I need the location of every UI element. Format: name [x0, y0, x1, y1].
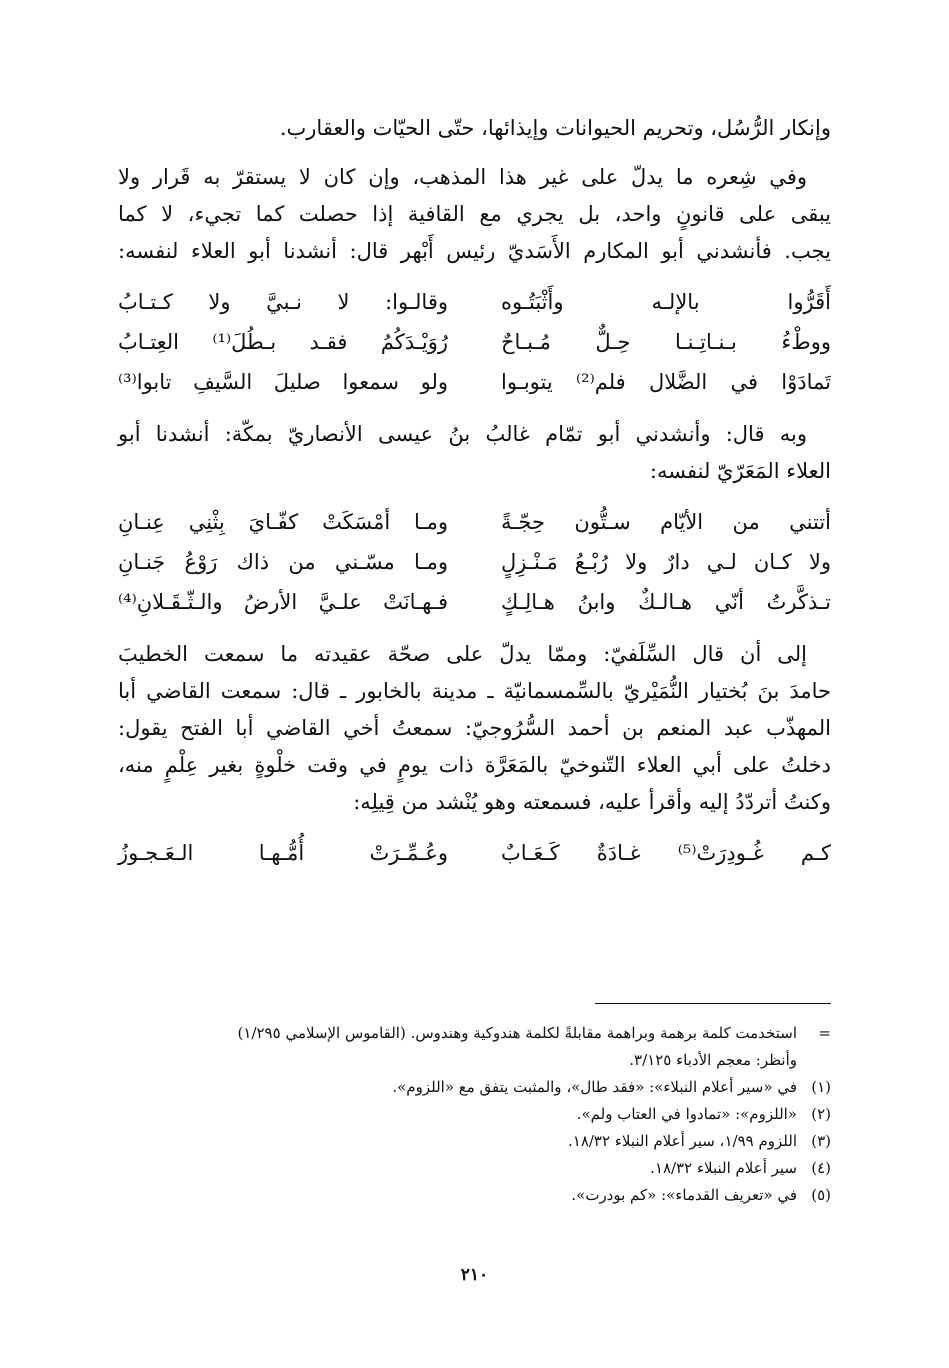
verse-first-hemistich: تـذكَّرتُ أنّي هـالـكٌ وابنُ هـالِـكٍ — [501, 590, 831, 614]
poem-verse — [118, 322, 831, 362]
poem-1 — [118, 282, 831, 402]
footnote-separator — [595, 1003, 831, 1004]
footnote-line: استخدمت كلمة برهمة وبراهمة مقابلةً لكلمة هندوكية وهندوس. (القاموس الإسلامي ١/٢٩٥) — [237, 1024, 797, 1042]
verse-first-hemistich: تَمادَوْا في الضَّلال فلم⁽²⁾ يتوبـوا — [501, 370, 831, 394]
poem-verse — [118, 542, 831, 582]
poem-verse — [118, 582, 831, 622]
footnote — [118, 1074, 831, 1101]
text-line: يجب. فأنشدني أبو المكارم الأَسَديّ رئيس أَبْهر قال: أنشدنا أبو العلاء لنفسه: — [118, 239, 831, 263]
text-line: وبه قال: وأنشدني أبو تمّام غالبُ بنُ عيسى الأنصاريّ بمكّة: أنشدنا أبو — [118, 422, 807, 446]
footnote-text: في «تعريف القدماء»: «كم بودرت». — [571, 1186, 797, 1204]
text-line: العلاء المَعَرّيّ لنفسه: — [649, 459, 831, 483]
footnote-mark: (١) — [811, 1078, 831, 1096]
paragraph-4 — [118, 636, 831, 821]
poem-verse — [118, 282, 831, 322]
footnote-mark: = — [818, 1024, 831, 1042]
footnote — [118, 1101, 831, 1128]
footnote-mark: (٤) — [811, 1159, 831, 1177]
footnote-mark: (٥) — [811, 1186, 831, 1204]
verse-first-hemistich: أَقَرُّوا بالإلـه وأَثْبَتُـوه — [501, 290, 831, 314]
footnote-mark: (٢) — [811, 1105, 831, 1123]
text-line: حامدَ بنَ بُختيار النُّمَيْريّ بالسِّمسمانيّة ـ مدينة بالخابور ـ قال: سمعت القاضي أبا — [118, 679, 831, 703]
verse-second-hemistich: ومـا أمْسَكَتْ كفّـايَ بِثْنِي عِنـانِ — [118, 510, 448, 534]
page-body — [118, 110, 831, 907]
verse-first-hemistich: كـم غُـودِرَتْ⁽⁵⁾ غـادَةٌ كَـعَـابٌ — [501, 841, 831, 865]
verse-second-hemistich: وقالـوا: لا نـبيَّ ولا كـتـابُ — [118, 290, 448, 314]
page-number: ٢١٠ — [460, 1265, 489, 1285]
footnote — [118, 1182, 831, 1209]
paragraph-2 — [118, 159, 831, 270]
poem-verse — [118, 362, 831, 402]
text-line: وإنكار الرُّسُل، وتحريم الحيوانات وإيذائها، حتّى الحيّات والعقارب. — [279, 116, 831, 140]
text-line: وكنتُ أتردّدُ إليه وأقرأ عليه، فسمعته وهو يُنْشد من قِيلِه: — [353, 790, 831, 814]
footnote-text: «اللزوم»: «تمادوا في العتاب ولم». — [576, 1105, 797, 1123]
verse-first-hemistich: ووطْءُ بـنـاتِـنـا حِـلٌّ مُـبـاحٌ — [501, 330, 831, 354]
text-line: وفي شِعره ما يدلّ على غير هذا المذهب، وإن كان لا يستقرّ به قَرار ولا — [118, 165, 807, 189]
poem-verse-last — [118, 833, 831, 877]
verse-second-hemistich: ولو سمعوا صليلَ السَّيفِ تابوا⁽³⁾ — [118, 370, 448, 394]
footnote — [118, 1128, 831, 1155]
verse-second-hemistich: وعُـمِّـرَتْ أُمُّـهـا الـعَـجـوزُ — [118, 841, 448, 865]
footnotes — [118, 1020, 831, 1209]
footnote — [118, 1155, 831, 1182]
text-line: يبقى على قانونٍ واحد، بل يجري مع القافية إذا حصلت كما تجيء، لا كما — [118, 202, 831, 226]
paragraph-3 — [118, 416, 831, 490]
paragraph-1 — [118, 110, 831, 147]
footnote-line: وأنظر: معجم الأدباء ٣/١٢٥. — [629, 1051, 797, 1069]
footnote-text: سير أعلام النبلاء ١٨/٣٢. — [650, 1159, 797, 1177]
text-line: المهذّب عبد المنعم بن أحمد السُّرُوجيّ: سمعتُ أخي القاضي أبا الفتح يقول: — [118, 716, 831, 740]
footnote-text: في «سير أعلام النبلاء»: «فقد طال»، والمثبت يتفق مع «اللزوم». — [392, 1078, 797, 1096]
verse-first-hemistich: أتتني من الأيّام سـتُّون حِجّـةً — [501, 510, 831, 534]
footnote — [118, 1020, 831, 1074]
verse-second-hemistich: فـهـانَتْ علـيَّ الأرضُ والـثّـقَـلانِ⁽⁴⁾ — [118, 590, 448, 614]
poem-2 — [118, 502, 831, 622]
poem-verse — [118, 502, 831, 542]
footnote-mark: (٣) — [811, 1132, 831, 1150]
text-line: إلى أن قال السِّلَفيّ: وممّا يدلّ على صحّة عقيدته ما سمعت الخطيبَ — [118, 642, 807, 666]
text-line: دخلتُ على أبي العلاء التّنوخيّ بالمَعَرَّة ذات يومٍ في وقت خلْوةٍ بغير عِلْمٍ منه، — [118, 753, 831, 777]
footnote-text: اللزوم ١/٩٩، سير أعلام النبلاء ١٨/٣٢. — [567, 1132, 797, 1150]
verse-first-hemistich: ولا كـان لـي دارٌ ولا رُبْـعُ مَـنْـزِلٍ — [501, 550, 831, 574]
verse-second-hemistich: رُوَيْـدَكُمُ فقـد بـطُلَ⁽¹⁾ العِتـابُ — [118, 330, 448, 354]
footnote-text — [118, 1020, 797, 1074]
verse-second-hemistich: ومـا مسّـني من ذاك رَوْعُ جَنـانِ — [118, 550, 448, 574]
